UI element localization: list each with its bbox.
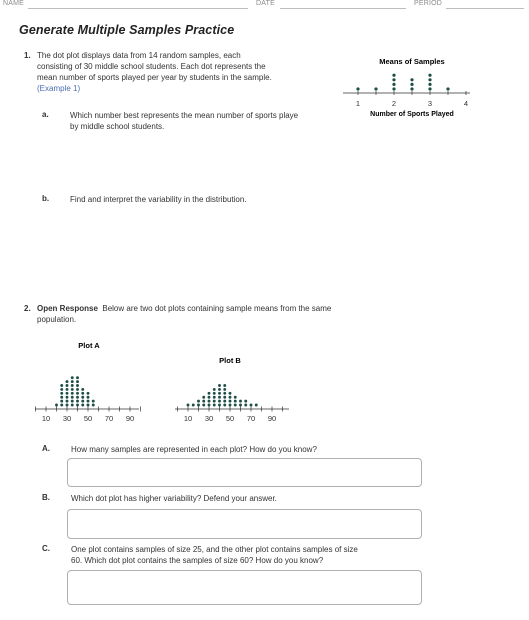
q1-part-a-line-2: by middle school students. [70,122,165,131]
data-dot [71,392,74,395]
data-dot [213,388,216,391]
data-dot [87,392,90,395]
data-dot [392,87,395,90]
data-dot [428,87,431,90]
data-dot [192,404,195,407]
data-dot [218,396,221,399]
q1-prompt [37,50,337,94]
data-dot [223,396,226,399]
data-dot [87,396,90,399]
q1-part-a-label: a. [42,110,49,119]
data-dot [410,78,413,81]
q2-part-b-label: B. [42,493,50,502]
data-dot [239,404,242,407]
data-dot [374,87,377,90]
data-dot [60,392,63,395]
plot-b-tick-10: 10 [183,414,193,423]
data-dot [244,404,247,407]
data-dot [60,396,63,399]
q2-text-1: Below are two dot plots containing sample means from the same [102,304,332,313]
data-dot [87,400,90,403]
date-label: DATE [256,0,275,7]
data-dot [239,400,242,403]
q2-part-b-text: Which dot plot has higher variability? Defend your answer. [71,494,277,503]
data-dot [218,384,221,387]
q1-tick-2: 2 [391,99,397,108]
data-dot [208,400,211,403]
data-dot [218,388,221,391]
data-dot [76,384,79,387]
q1-example-link[interactable]: (Example 1) [37,84,81,93]
q2-part-c-line-2: 60. Which dot plot contains the samples of size 60? How do you know? [71,556,324,565]
q1-part-b-text: Find and interpret the variability in the distribution. [70,195,247,204]
q2-part-c-line-1: One plot contains samples of size 25, and the other plot contains samples of size [71,545,358,554]
answer-box-a[interactable] [67,458,422,487]
data-dot [234,400,237,403]
data-dot [81,396,84,399]
period-line[interactable] [446,8,524,9]
data-dot [76,376,79,379]
page-title: Generate Multiple Samples Practice [19,23,235,37]
q2-text-2: population. [37,315,77,324]
date-line[interactable] [280,8,406,9]
q2-part-a-label: A. [42,444,50,453]
data-dot [392,74,395,77]
period-label: PERIOD [414,0,443,7]
data-dot [76,380,79,383]
q1-tick-1: 1 [355,99,361,108]
q1-chart-title: Means of Samples [379,57,445,66]
data-dot [229,404,232,407]
q1-dots [356,74,449,91]
q1-line-3: mean number of sports played per year by students in the sample. [37,73,272,82]
data-dot [187,404,190,407]
data-dot [66,404,69,407]
answer-box-b[interactable] [67,509,422,539]
data-dot [197,400,200,403]
plot-b-tick-70: 70 [246,414,256,423]
data-dot [234,396,237,399]
data-dot [60,400,63,403]
plot-b-tick-30: 30 [204,414,214,423]
q1-number: 1. [24,51,31,60]
data-dot [428,74,431,77]
data-dot [428,83,431,86]
plot-a-tick-30: 30 [62,414,72,423]
plot-a-tick-10: 10 [41,414,51,423]
data-dot [76,388,79,391]
plot-a-title: Plot A [78,341,100,350]
q2-heading: Open Response [37,304,98,313]
data-dot [81,404,84,407]
data-dot [223,384,226,387]
data-dot [213,392,216,395]
q2-prompt [37,303,417,325]
data-dot [66,396,69,399]
data-dot [223,392,226,395]
data-dot [446,87,449,90]
data-dot [250,404,253,407]
q1-tick-3: 3 [427,99,433,108]
plot-b-tick-90: 90 [267,414,277,423]
data-dot [202,400,205,403]
data-dot [392,83,395,86]
data-dot [213,400,216,403]
data-dot [223,388,226,391]
data-dot [71,376,74,379]
data-dot [60,388,63,391]
data-dot [60,384,63,387]
data-dot [71,384,74,387]
plot-a-dots [55,376,95,406]
data-dot [218,392,221,395]
data-dot [71,400,74,403]
q2-part-c-prompt [71,544,431,566]
data-dot [55,404,58,407]
data-dot [410,83,413,86]
q2-part-c-label: C. [42,544,50,553]
data-dot [202,404,205,407]
plot-a-chart [32,338,144,426]
data-dot [60,404,63,407]
plot-b-chart [172,338,294,426]
data-dot [229,400,232,403]
data-dot [66,392,69,395]
data-dot [66,380,69,383]
data-dot [218,404,221,407]
data-dot [76,404,79,407]
name-label: NAME [3,0,25,7]
data-dot [223,400,226,403]
data-dot [197,404,200,407]
data-dot [202,396,205,399]
data-dot [229,392,232,395]
q2-line-1 [37,303,417,314]
data-dot [213,396,216,399]
data-dot [81,388,84,391]
data-dot [223,404,226,407]
data-dot [81,400,84,403]
q1-line-1: The dot plot displays data from 14 random samples, each [37,51,241,60]
data-dot [428,78,431,81]
answer-box-c[interactable] [67,570,422,605]
data-dot [255,404,258,407]
data-dot [87,404,90,407]
data-dot [76,400,79,403]
name-line[interactable] [28,8,248,9]
data-dot [92,400,95,403]
data-dot [71,404,74,407]
data-dot [229,396,232,399]
plot-a-tick-90: 90 [125,414,135,423]
data-dot [81,392,84,395]
plot-a-tick-50: 50 [83,414,93,423]
q1-chart-xlabel: Number of Sports Played [370,111,454,118]
plot-a-tick-70: 70 [104,414,114,423]
data-dot [76,396,79,399]
q1-part-a-line-1: Which number best represents the mean number of sports playe [70,111,299,120]
data-dot [71,388,74,391]
plot-b-title: Plot B [219,356,241,365]
data-dot [66,384,69,387]
q1-tick-4: 4 [463,99,469,108]
data-dot [76,392,79,395]
data-dot [66,388,69,391]
data-dot [66,400,69,403]
q1-part-b-label: b. [42,194,50,203]
data-dot [71,380,74,383]
data-dot [244,400,247,403]
data-dot [208,404,211,407]
data-dot [392,78,395,81]
data-dot [356,87,359,90]
data-dot [213,404,216,407]
plot-b-tick-50: 50 [225,414,235,423]
data-dot [71,396,74,399]
data-dot [234,404,237,407]
q2-number: 2. [24,304,31,313]
data-dot [218,400,221,403]
data-dot [410,87,413,90]
means-of-samples-chart [340,50,480,122]
q1-line-2: consisting of 30 middle school students. Each dot represents the [37,62,266,71]
plot-b-dots [187,384,258,406]
data-dot [92,404,95,407]
data-dot [208,392,211,395]
q2-part-a-text: How many samples are represented in each plot? How do you know? [71,445,317,454]
data-dot [208,396,211,399]
